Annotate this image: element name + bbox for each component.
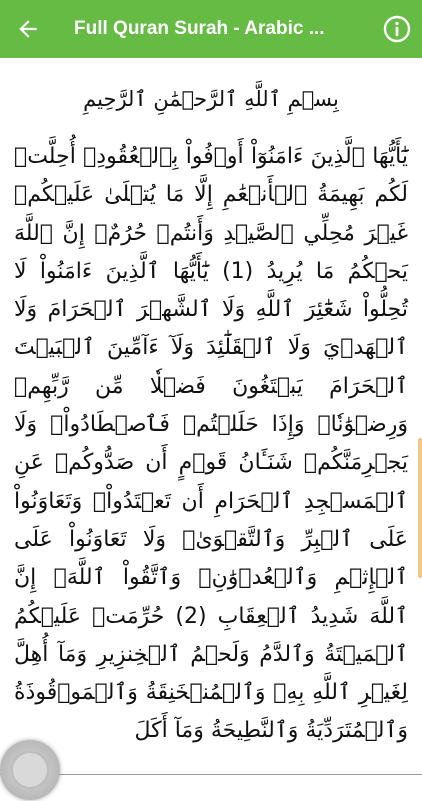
assistive-touch-button[interactable]	[0, 740, 60, 800]
arrow-left-icon	[15, 16, 41, 42]
back-button[interactable]	[0, 0, 56, 58]
info-button[interactable]	[372, 0, 422, 58]
assistive-touch-icon	[11, 751, 49, 789]
scrollbar[interactable]	[418, 438, 422, 578]
surah-text: يَٰٓأَيُّهَا ٱلَّذِينَ ءَامَنُوٓاْ أَوۡفُواْ بِٱلۡعُقُودِۚ أُحِلَّتۡ لَكُم بَهِيمَةُ ٱلۡأَنۡعَٰمِ إِلَّا مَا يُتۡلَىٰ عَلَيۡكُمۡ غَيۡرَ مُحِلِّي ٱلصَّيۡدِ وَأَنتُمۡ حُرُمٌۗ إِنَّ ٱللَّهَ يَحۡكُمُ مَا يُرِيدُ (1) يَٰٓأَيُّهَا ٱلَّذِينَ ءَامَنُواْ لَا تُحِلُّواْ شَعَٰٓئِرَ ٱللَّهِ وَلَا ٱلشَّهۡرَ ٱلۡحَرَامَ وَلَا ٱلۡهَدۡيَ وَلَا ٱلۡقَلَٰٓئِدَ وَلَآ ءَآمِّينَ ٱلۡبَيۡتَ ٱلۡحَرَامَ يَبۡتَغُونَ فَضۡلٗا مِّن رَّبِّهِمۡ وَرِضۡوَٰنٗاۚ وَإِذَا حَلَلۡتُمۡ فَٱصۡطَادُواْۚ وَلَا يَجۡرِمَنَّكُمۡ شَنَـَٔانُ قَوۡمٍ أَن صَدُّوكُمۡ عَنِ ٱلۡمَسۡجِدِ ٱلۡحَرَامِ أَن تَعۡتَدُواْۘ وَتَعَاوَنُواْ عَلَى ٱلۡبِرِّ وَٱلتَّقۡوَىٰۖ وَلَا تَعَاوَنُواْ عَلَى ٱلۡإِثۡمِ وَٱلۡعُدۡوَٰنِۚ وَٱتَّقُواْ ٱللَّهَۖ إِنَّ ٱللَّهَ شَدِيدُ ٱلۡعِقَابِ (2) حُرِّمَتۡ عَلَيۡكُمُ ٱلۡمَيۡتَةُ وَٱلدَّمُ وَلَحۡمُ ٱلۡخِنزِيرِ وَمَآ أُهِلَّ لِغَيۡرِ ٱللَّهِ بِهِۦ وَٱلۡمُنۡخَنِقَةُ وَٱلۡمَوۡقُوذَةُ وَٱلۡمُتَرَدِّيَةُ وَٱلنَّطِيحَةُ وَمَآ أَكَلَ	[14, 144, 408, 744]
info-icon	[383, 15, 411, 43]
surah-content[interactable]	[0, 58, 422, 774]
app-bar	[0, 0, 422, 58]
page-title: Full Quran Surah - Arabic ...	[74, 18, 325, 39]
bismillah-heading: بِسۡمِ ٱللَّهِ ٱلرَّحۡمَٰنِ ٱلرَّحِيمِ	[83, 87, 339, 111]
bottom-bar	[0, 774, 422, 801]
